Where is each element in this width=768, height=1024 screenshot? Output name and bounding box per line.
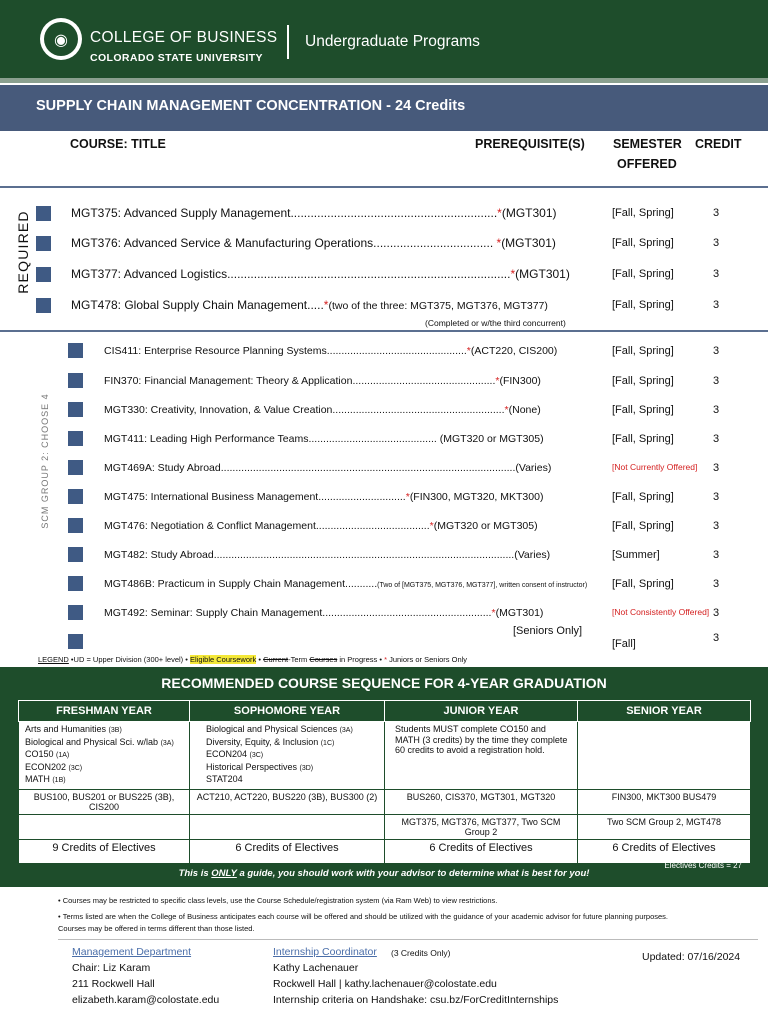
elective-course [104, 520, 538, 532]
header-stripe [0, 78, 768, 83]
course-semester: [Fall, Spring] [612, 345, 674, 357]
course-credit: 3 [713, 237, 720, 249]
course-prereq: (MGT301) [501, 236, 556, 250]
course-checkbox[interactable] [36, 236, 51, 251]
course-title: MGT376: Advanced Service & Manufacturing Operations.................................... [71, 236, 497, 250]
core-course-name: MATH [25, 774, 53, 784]
table-cell: Two SCM Group 2, MGT478 [578, 814, 751, 839]
elective-course [104, 549, 550, 561]
required-course [71, 236, 556, 250]
course-prereq: (MGT320 or MGT305) [436, 433, 544, 445]
core-course-name: Historical Perspectives [206, 761, 300, 772]
junior-note-text: Students MUST complete CO150 and MATH (3 credits) by the time they complete 60 credits to avoid a registration hold. [395, 724, 568, 755]
required-asterisk: * [429, 520, 434, 532]
dept-room: 211 Rockwell Hall [72, 978, 155, 990]
course-checkbox[interactable] [68, 343, 83, 358]
internship-credits: (3 Credits Only) [391, 948, 451, 958]
required-note: (Completed or w/the third concurrent) [425, 318, 566, 328]
core-course-code: (3C) [68, 764, 83, 772]
table-cell [190, 814, 385, 839]
course-checkbox[interactable] [68, 460, 83, 475]
dept-email[interactable]: elizabeth.karam@colostate.edu [72, 994, 220, 1006]
core-course-code: (3A) [160, 739, 174, 747]
course-checkbox[interactable] [36, 298, 51, 313]
course-credit: 3 [713, 345, 720, 357]
required-asterisk: * [491, 607, 496, 619]
course-semester: [Not Consistently Offered] [612, 607, 710, 617]
legend-term: -Term [288, 655, 310, 664]
course-semester: [Fall, Spring] [612, 375, 674, 387]
course-semester: [Fall, Spring] [612, 237, 674, 249]
year-junior: JUNIOR YEAR [385, 701, 578, 722]
course-checkbox[interactable] [68, 518, 83, 533]
guide-only: ONLY [211, 868, 237, 879]
core-course [206, 724, 378, 737]
university-name: COLORADO STATE UNIVERSITY [90, 52, 263, 64]
table-cell: BUS260, CIS370, MGT301, MGT320 [385, 789, 578, 814]
course-checkbox[interactable] [68, 634, 83, 649]
core-course [206, 762, 378, 775]
legend [38, 655, 467, 664]
course-credit: 3 [713, 268, 720, 280]
table-row [19, 789, 751, 814]
course-title: MGT475: International Business Management.............................. [104, 491, 406, 503]
course-prereq: (MGT301) [495, 607, 544, 619]
course-semester: [Fall, Spring] [612, 404, 674, 416]
elective-course [104, 375, 541, 387]
course-title: MGT492: Seminar: Supply Chain Management.......................................................... [104, 607, 492, 619]
core-course-code: (3C) [249, 752, 264, 759]
senior-core [578, 722, 751, 790]
course-credit: 3 [713, 520, 720, 532]
elective-course [104, 462, 551, 474]
programs-label: Undergraduate Programs [305, 33, 480, 50]
core-course-name: ECON202 [25, 761, 69, 772]
course-semester: [Fall, Spring] [612, 520, 674, 532]
course-semester: [Not Currently Offered] [612, 462, 698, 472]
section-rule-mid [0, 330, 768, 332]
course-prereq: (MGT301) [501, 206, 557, 220]
electives-cell: 6 Credits of Electives [578, 839, 751, 863]
course-semester: [Fall, Spring] [612, 578, 674, 590]
electives-total: Electives Credits = 27 [664, 861, 742, 870]
course-title: FIN370: Financial Management: Theory & Application................................................. [104, 375, 496, 387]
legend-star: * [384, 655, 387, 664]
course-title: MGT377: Advanced Logistics..................................................................................... [71, 267, 511, 281]
course-prereq: (Varies) [514, 549, 551, 561]
legend-sep: • [256, 655, 264, 664]
table-row [19, 839, 751, 863]
core-course-name: Biological and Physical Sci. w/lab [25, 736, 161, 747]
course-prereq: (two of the three: MGT375, MGT376, MGT377) [328, 300, 548, 312]
intern-coordinator-name: Kathy Lachenauer [273, 962, 359, 974]
table-cell [19, 814, 190, 839]
legend-courses: Courses [309, 655, 338, 664]
elective-course [104, 491, 543, 503]
required-label: REQUIRED [15, 210, 31, 294]
course-title: MGT375: Advanced Supply Management.............................................................. [71, 206, 498, 220]
core-course [25, 749, 183, 762]
required-course [71, 267, 570, 281]
core-course-code: (1B) [52, 777, 66, 784]
legend-progress: in Progress • [337, 655, 385, 664]
course-checkbox[interactable] [36, 267, 51, 282]
course-prereq: (None) [508, 404, 541, 416]
course-title: MGT486B: Practicum in Supply Chain Management........... [104, 578, 378, 590]
course-checkbox[interactable] [68, 402, 83, 417]
management-dept-link[interactable]: Management Department [72, 946, 192, 958]
required-asterisk: * [466, 345, 471, 357]
internship-coordinator-link[interactable]: Internship Coordinator [273, 946, 377, 958]
legend-ud: •UD = Upper Division (300+ level) • [68, 655, 190, 664]
electives-cell: 6 Credits of Electives [385, 839, 578, 863]
col-semester: SEMESTER [613, 137, 682, 151]
elective-course [104, 607, 543, 619]
required-asterisk: * [504, 404, 509, 416]
course-credit: 3 [713, 491, 720, 503]
course-title: MGT411: Leading High Performance Teams............................................ [104, 433, 437, 445]
page-title: SUPPLY CHAIN MANAGEMENT CONCENTRATION - 24 Credits [36, 98, 466, 114]
required-asterisk: * [323, 298, 329, 312]
elective-course [104, 433, 544, 445]
required-asterisk: * [496, 236, 502, 250]
core-course-code: (3D) [299, 764, 314, 772]
intern-criteria: Internship criteria on Handshake: csu.bz/ForCreditInternships [273, 994, 559, 1006]
col-course: COURSE: TITLE [70, 137, 166, 151]
course-credit: 3 [713, 433, 720, 445]
core-course-name: Arts and Humanities [25, 724, 109, 734]
bullet-restrictions: • Courses may be restricted to specific class levels, use the Course Schedule/registration system (via Ram Web) to view restrictions. [58, 896, 498, 905]
core-course [25, 774, 183, 787]
course-credit: 3 [713, 207, 720, 219]
course-checkbox[interactable] [68, 373, 83, 388]
updated-date: Updated: 07/16/2024 [642, 951, 741, 963]
col-prereq: PREREQUISITE(S) [475, 137, 585, 151]
course-semester: [Fall, Spring] [612, 299, 674, 311]
course-semester: [Fall, Spring] [612, 207, 674, 219]
electives-cell: 9 Credits of Electives [19, 839, 190, 863]
junior-note [385, 722, 578, 790]
last-credit: 3 [713, 632, 720, 644]
course-checkbox[interactable] [68, 547, 83, 562]
table-cell: BUS100, BUS201 or BUS225 (3B), CIS200 [19, 789, 190, 814]
legend-eligible: Eligible Coursework [189, 655, 257, 664]
core-course-name: ECON204 [206, 749, 250, 759]
course-credit: 3 [713, 549, 720, 561]
course-semester: [Summer] [612, 549, 660, 561]
course-semester: [Fall, Spring] [612, 491, 674, 503]
course-credit: 3 [713, 607, 720, 619]
course-prereq: (FIN300) [499, 375, 541, 387]
table-cell: FIN300, MKT300 BUS479 [578, 789, 751, 814]
table-cell: MGT375, MGT376, MGT377, Two SCM Group 2 [385, 814, 578, 839]
col-credit: CREDIT [695, 137, 742, 151]
course-title: MGT482: Study Abroad....................................................................................................... [104, 549, 515, 561]
core-course-name: STAT204 [206, 774, 243, 784]
core-course [206, 737, 378, 750]
course-title: MGT476: Negotiation & Conflict Management....................................... [104, 520, 430, 532]
advisor-guide-note [0, 868, 768, 879]
course-prereq: (MGT320 or MGT305) [433, 520, 538, 532]
core-course-code: (1C) [320, 739, 335, 747]
section-rule-top [0, 186, 768, 188]
core-course-name: Biological and Physical Sciences [206, 724, 340, 734]
core-course [206, 749, 378, 762]
core-course [25, 737, 183, 750]
course-checkbox[interactable] [68, 489, 83, 504]
course-prereq: (MGT301) [515, 267, 570, 281]
guide-pre: This is [178, 868, 212, 879]
intern-contact: Rockwell Hall | kathy.lachenauer@colostate.edu [273, 978, 497, 990]
year-header-row [19, 701, 751, 722]
chair-name: Chair: Liz Karam [72, 962, 151, 974]
core-course-code: (3B) [108, 727, 122, 734]
core-course [206, 774, 378, 787]
course-semester: [Fall, Spring] [612, 433, 674, 445]
course-prereq: (Two of [MGT375, MGT376, MGT377], written consent of instructor) [377, 582, 588, 589]
legend-current: Current [263, 655, 289, 664]
sequence-table [18, 700, 751, 864]
course-title: CIS411: Enterprise Resource Planning Systems................................................ [104, 345, 467, 357]
course-title: MGT330: Creativity, Innovation, & Value Creation........................................................... [104, 404, 505, 416]
sophomore-core [190, 722, 385, 790]
legend-title: LEGEND [38, 655, 69, 664]
required-asterisk: * [405, 491, 410, 503]
table-row [19, 814, 751, 839]
header-divider [287, 25, 289, 59]
course-checkbox[interactable] [36, 206, 51, 221]
core-course-code: (3A) [339, 727, 353, 734]
elective-course [104, 345, 557, 357]
core-course [25, 724, 183, 737]
guide-post: a guide, you should work with your advisor to determine what is best for you! [236, 868, 590, 879]
course-credit: 3 [713, 375, 720, 387]
course-semester: [Fall, Spring] [612, 268, 674, 280]
elective-course [104, 578, 587, 590]
year-senior: SENIOR YEAR [578, 701, 751, 722]
required-asterisk: * [510, 267, 516, 281]
freshman-core [19, 722, 190, 790]
required-asterisk: * [497, 206, 502, 220]
course-credit: 3 [713, 578, 720, 590]
footer-rule [58, 939, 758, 940]
core-course [25, 762, 183, 775]
core-course-name: CO150 [25, 749, 57, 759]
course-prereq: (ACT220, CIS200) [470, 345, 558, 357]
required-asterisk: * [495, 375, 500, 387]
elective-course [104, 404, 541, 416]
seniors-only-note: [Seniors Only] [513, 625, 583, 637]
core-course-name: Diversity, Equity, & Inclusion [206, 736, 321, 747]
course-title: MGT469A: Study Abroad..................................................................................................... [104, 462, 516, 474]
required-course [71, 206, 557, 220]
group-label: SCM GROUP 2: CHOOSE 4 [40, 393, 50, 529]
col-offered: OFFERED [617, 157, 677, 171]
core-course-code: (1A) [56, 752, 70, 759]
table-cell: ACT210, ACT220, BUS220 (3B), BUS300 (2) [190, 789, 385, 814]
course-credit: 3 [713, 299, 720, 311]
electives-cell: 6 Credits of Electives [190, 839, 385, 863]
course-prereq: (Varies) [515, 462, 552, 474]
table-row [19, 722, 751, 790]
college-name: COLLEGE OF BUSINESS [90, 29, 278, 46]
course-checkbox[interactable] [68, 431, 83, 446]
course-checkbox[interactable] [68, 576, 83, 591]
course-title: MGT478: Global Supply Chain Management..... [71, 298, 324, 312]
year-freshman: FRESHMAN YEAR [19, 701, 190, 722]
bullet-terms: • Terms listed are when the College of Business anticipates each course will be offered and should be utilized with the guidance of your academic advisor for future planning purposes. Courses may be offered in terms different than those listed. [58, 912, 668, 933]
course-credit: 3 [713, 404, 720, 416]
course-prereq: (FIN300, MGT320, MKT300) [409, 491, 544, 503]
course-credit: 3 [713, 462, 720, 474]
year-sophomore: SOPHOMORE YEAR [190, 701, 385, 722]
sequence-title: RECOMMENDED COURSE SEQUENCE FOR 4-YEAR GRADUATION [161, 675, 607, 691]
legend-juniors: Juniors or Seniors Only [387, 655, 468, 664]
last-semester: [Fall] [612, 638, 636, 650]
required-course [71, 298, 548, 312]
ram-logo-icon: ◉ [40, 18, 82, 60]
course-checkbox[interactable] [68, 605, 83, 620]
